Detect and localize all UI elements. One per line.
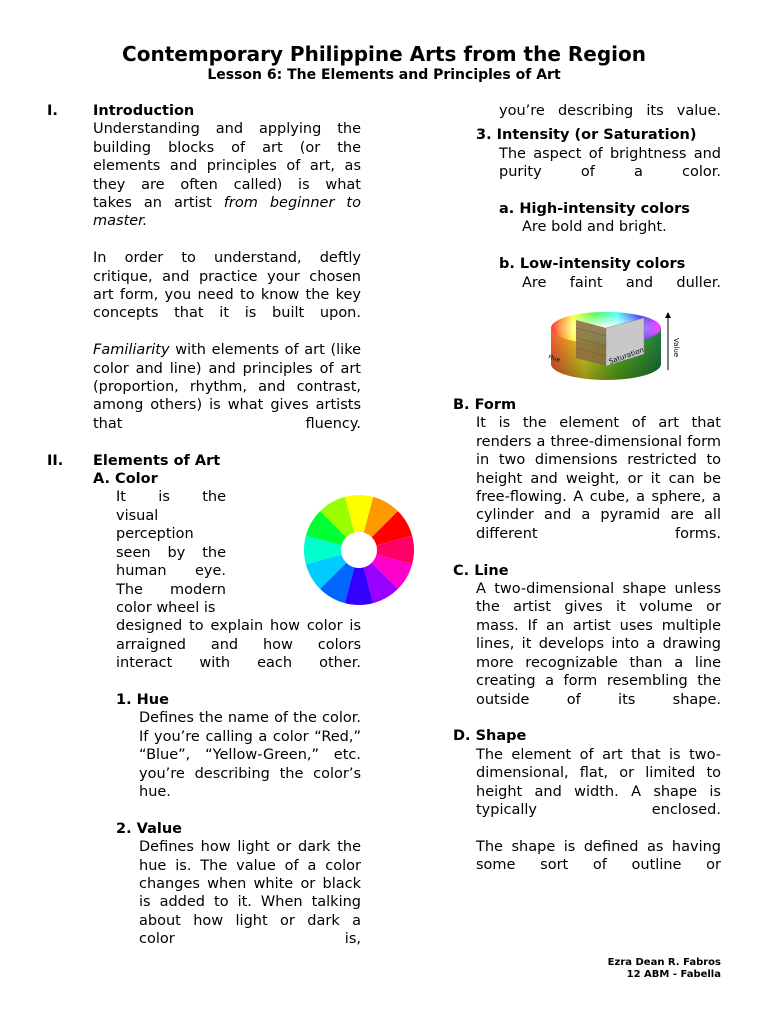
shape-text: The element of art that is two-dimensional, flat, or limited to height and width. A shape is typically enclosed. — [476, 746, 721, 818]
intensity-heading: 3. Intensity (or Saturation) — [476, 127, 697, 144]
intro-line — [93, 212, 361, 230]
section-title: Introduction — [93, 103, 195, 119]
intro-emphasis: from beginner to — [223, 195, 361, 212]
color-definition — [116, 488, 226, 617]
color-line: The modern — [116, 581, 226, 598]
value-text: Defines how light or dark the hue is. The value of a color changes when white or black is added to it. When talking about how light or dark a color is, — [139, 839, 361, 948]
color-line: It is the — [116, 489, 226, 506]
low-intensity-text: Are faint and duller. — [522, 274, 721, 291]
section-numeral: II. — [47, 452, 64, 469]
section-title: Elements of Art — [93, 452, 221, 469]
hue-axis-label: Hue — [547, 353, 562, 365]
line-text: A two-dimensional shape unless the artist gives it volume or mass. If an artist uses multiple lines, it develops into a drawing more recognizable than a line creating a form resembling the outside of its shape. — [476, 581, 721, 708]
value-axis-label: Value — [672, 338, 680, 358]
elements-heading — [47, 452, 361, 470]
intro-line — [93, 194, 361, 212]
color-cylinder-image — [546, 306, 686, 386]
hue-text: Defines the name of the color. If you’re calling a color “Red,” “Blue”, “Yellow-Green,” etc. you’re describing the color’s hue. — [139, 710, 361, 800]
high-intensity-heading: a. High-intensity colors — [499, 201, 690, 218]
intro-paragraph-3 — [93, 341, 361, 433]
shape-heading: D. Shape — [453, 728, 527, 745]
form-heading: B. Form — [453, 397, 517, 414]
intro-body — [93, 120, 361, 433]
intro-line: Understanding and applying the — [93, 121, 361, 138]
color-wheel-image — [303, 494, 415, 606]
author-footer — [608, 957, 721, 981]
intro-text: takes an artist — [93, 195, 224, 212]
intro-text: with elements of art (like color and line) and principles of art (proportion, rhythm, and contrast, among others) is what gives artists that fluency. — [93, 342, 361, 432]
author-name: Ezra Dean R. Fabros — [607, 957, 721, 968]
low-intensity-heading: b. Low-intensity colors — [499, 256, 686, 273]
high-intensity-text: Are bold and bright. — [522, 219, 667, 236]
intro-emphasis: master. — [93, 213, 148, 230]
intro-heading — [47, 102, 361, 120]
left-column — [47, 102, 361, 949]
value-heading: 2. Value — [116, 820, 182, 837]
page-header — [0, 42, 768, 84]
intro-emphasis: Familiarity — [93, 342, 170, 359]
form-text: It is the element of art that renders a three-dimensional form in two dimensions restricted to height and weight, or it can be free-flowing. A cube, a sphere, a cylinder and a pyramid are all different forms. — [476, 415, 721, 542]
section-numeral: I. — [47, 103, 58, 119]
color-line: human eye. — [116, 563, 226, 580]
saturation-axis-label: Saturation — [607, 345, 645, 366]
hue-heading: 1. Hue — [116, 691, 169, 708]
author-section: 12 ABM - Fabella — [626, 969, 721, 980]
line-heading: C. Line — [453, 562, 509, 579]
lesson-subtitle: Lesson 6: The Elements and Principles of Art — [207, 67, 561, 83]
color-line: visual — [116, 507, 159, 524]
intro-line: elements and principles of art, as — [93, 158, 361, 175]
color-line: seen by the — [116, 544, 226, 561]
intro-line: building blocks of art (or the — [93, 139, 361, 156]
intro-line: they are often called) is what — [93, 176, 361, 193]
intensity-text: The aspect of brightness and purity of a color. — [499, 145, 721, 181]
color-section — [116, 488, 361, 672]
right-column — [453, 102, 721, 875]
value-text-continued: you’re describing its value. — [499, 103, 721, 119]
shape-text-2: The shape is defined as having some sort of outline or — [476, 838, 721, 874]
color-heading: A. Color — [93, 471, 158, 488]
intro-paragraph-2: In order to understand, deftly critique, and practice your chosen art form, you need to know the key concepts that it is built upon. — [93, 250, 361, 322]
color-line: perception — [116, 526, 194, 543]
color-definition-continued: designed to explain how color is arraigned and how colors interact with each other. — [116, 618, 361, 672]
color-line: color wheel is — [116, 599, 216, 616]
page-title: Contemporary Philippine Arts from the Region — [122, 42, 646, 66]
